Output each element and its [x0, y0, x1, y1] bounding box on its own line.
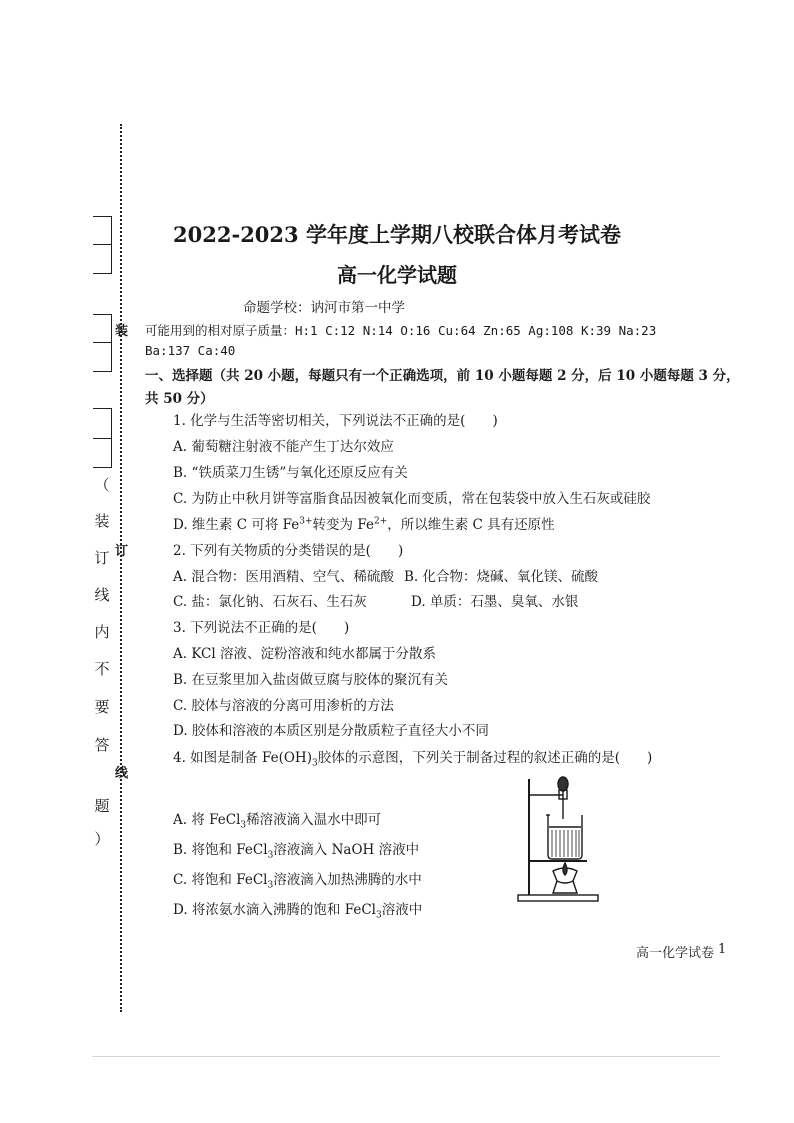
q4-option-b: B. 将饱和 FeCl$_3$溶液滴入 NaOH 溶液中 [173, 842, 420, 861]
section-heading-line1: 一、选择题（共 20 小题，每题只有一个正确选项，前 10 小题每题 2 分，后 10 小题每题 3 分， [145, 368, 740, 384]
exam-subtitle: 高一化学试题 [337, 263, 457, 287]
q4-option-d: D. 将浓氨水滴入沸腾的饱和 FeCl$_3$溶液中 [173, 902, 423, 921]
q3-option-d: D. 胶体和溶液的本质区别是分散质粒子直径大小不同 [173, 723, 489, 739]
binding-char-xian: 线 [115, 766, 129, 781]
q3-option-a: A. KCl 溶液、淀粉溶液和纯水都属于分散系 [173, 646, 436, 662]
margin-note-char: （ [94, 476, 110, 494]
q1-option-b: B. “铁质菜刀生锈”与氧化还原反应有关 [173, 465, 408, 481]
q2-option-c: C. 盐：氯化钠、石灰石、生石灰 [173, 594, 367, 610]
margin-note-char: 题 [94, 797, 110, 815]
q2-stem: 2. 下列有关物质的分类错误的是( ) [173, 543, 404, 559]
q1-option-a: A. 葡萄糖注射液不能产生丁达尔效应 [173, 439, 394, 455]
bottom-rule [92, 1056, 720, 1057]
q4-option-c: C. 将饱和 FeCl$_3$溶液滴入加热沸腾的水中 [173, 872, 422, 891]
q2-option-d: D. 单质：石墨、臭氧、水银 [411, 594, 579, 610]
q3-option-c: C. 胶体与溶液的分离可用渗析的方法 [173, 698, 394, 714]
atomic-masses-line2: Ba:137 Ca:40 [145, 343, 236, 358]
q4-option-a: A. 将 FeCl$_3$稀溶液滴入温水中即可 [173, 812, 382, 831]
school-line: 命题学校：讷河市第一中学 [243, 300, 405, 316]
margin-note-char: 答 [94, 736, 110, 754]
stand-base [518, 895, 598, 901]
exam-title: 2022-2023 学年度上学期八校联合体月考试卷 [173, 222, 621, 247]
margin-note-char: 订 [94, 549, 110, 567]
margin-note-char: 不 [94, 660, 110, 678]
binding-bracket-bottom-mid [93, 438, 111, 439]
margin-note-char: 线 [94, 586, 110, 604]
margin-note-char: ） [94, 830, 110, 848]
q1-option-d: D. 维生素 C 可将 $Fe^{3+}$转变为 $Fe^{2+}$，所以维生素 C 具有还原性 [173, 516, 555, 533]
binding-bracket-middle-mid [93, 342, 111, 343]
margin-note-char: 内 [94, 623, 110, 641]
q1-option-c: C. 为防止中秋月饼等富脂食品因被氧化而变质，常在包装袋中放入生石灰或硅胶 [173, 491, 651, 507]
q2-option-a: A. 混合物：医用酒精、空气、稀硫酸 [173, 569, 394, 585]
binding-char-zhuang: 装 [115, 324, 129, 339]
section-heading-line2: 共 50 分） [145, 391, 214, 407]
q4-stem: 4. 如图是制备 $Fe(OH)_3$胶体的示意图，下列关于制备过程的叙述正确的是( ) [173, 750, 653, 769]
margin-note-char: 装 [94, 512, 110, 530]
q3-option-b: B. 在豆浆里加入盐卤做豆腐与胶体的聚沉有关 [173, 672, 449, 688]
q1-stem: 1. 化学与生活等密切相关，下列说法不正确的是( ) [173, 413, 498, 429]
q2-option-b: B. 化合物：烧碱、氧化镁、硫酸 [404, 569, 599, 585]
footer-page-number: 1 [718, 942, 727, 957]
lab-apparatus-icon [515, 775, 600, 905]
margin-note-char: 要 [94, 698, 110, 716]
binding-dotted-line [120, 124, 122, 1012]
atomic-masses-line1: 可能用到的相对原子质量：H:1 C:12 N:14 O:16 Cu:64 Zn:65 Ag:108 K:39 Na:23 [145, 323, 657, 338]
q3-stem: 3. 下列说法不正确的是( ) [173, 620, 350, 636]
binding-bracket-middle [93, 314, 112, 372]
footer-label: 高一化学试卷 [636, 946, 715, 961]
binding-char-ding: 订 [115, 544, 129, 559]
